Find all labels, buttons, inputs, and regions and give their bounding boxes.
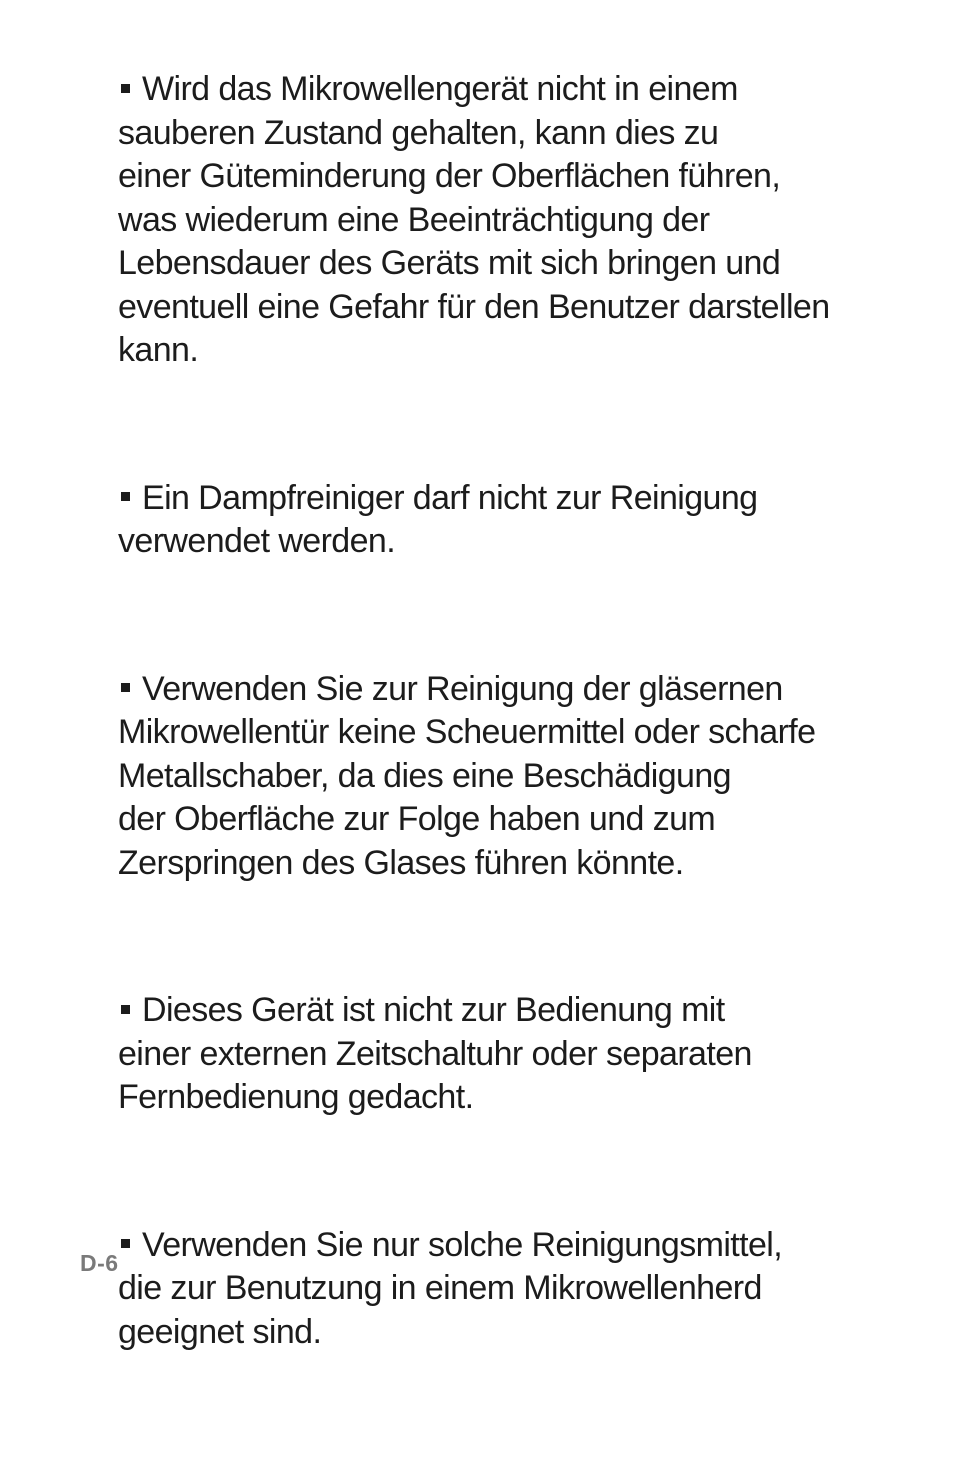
paragraph-line: Ein Dampfreiniger darf nicht zur Reinigung (118, 477, 878, 521)
paragraph-line: der Oberfläche zur Folge haben und zum (118, 800, 716, 838)
paragraph-line: einer externen Zeitschaltuhr oder separaten (118, 1034, 752, 1073)
square-bullet-icon (121, 492, 130, 501)
paragraph-line: einer Güteminderung der Oberflächen führen, (118, 157, 781, 195)
paragraph-line: die zur Benutzung in einem Mikrowellenherd (118, 1269, 762, 1307)
paragraph-dirty-device-warning (118, 68, 878, 373)
paragraph-steam-cleaner-warning (118, 477, 878, 564)
paragraph-line: Dieses Gerät ist nicht zur Bedienung mit (118, 989, 878, 1033)
paragraph-line: Wird das Mikrowellengerät nicht in einem (118, 68, 878, 112)
paragraph-line: Verwenden Sie nur solche Reinigungsmittel, (118, 1224, 878, 1268)
paragraph-timer-warning (118, 989, 878, 1120)
paragraph-line: eventuell eine Gefahr für den Benutzer darstellen (118, 287, 830, 326)
paragraph-line: Verwenden Sie zur Reinigung der gläsernen (118, 668, 878, 712)
square-bullet-icon (121, 84, 130, 93)
document-body (118, 68, 878, 1458)
paragraph-line: Zerspringen des Glases führen könnte. (118, 843, 684, 882)
paragraph-line: Metallschaber, da dies eine Beschädigung (118, 756, 731, 795)
square-bullet-icon (121, 1005, 130, 1014)
paragraph-line: was wiederum eine Beeinträchtigung der (118, 200, 710, 239)
paragraph-glass-door-warning (118, 668, 878, 886)
square-bullet-icon (121, 683, 130, 692)
paragraph-line: Mikrowellentür keine Scheuermittel oder scharfe (118, 713, 816, 751)
square-bullet-icon (121, 1239, 130, 1248)
paragraph-cleaning-agent-warning (118, 1224, 878, 1355)
paragraph-line: geeignet sind. (118, 1312, 322, 1351)
paragraph-line: verwendet werden. (118, 522, 396, 560)
page-number: D-6 (80, 1250, 119, 1276)
paragraph-line: Lebensdauer des Geräts mit sich bringen und (118, 244, 781, 282)
paragraph-line: sauberen Zustand gehalten, kann dies zu (118, 113, 719, 152)
paragraph-line: Fernbedienung gedacht. (118, 1078, 474, 1116)
paragraph-line: kann. (118, 331, 199, 369)
